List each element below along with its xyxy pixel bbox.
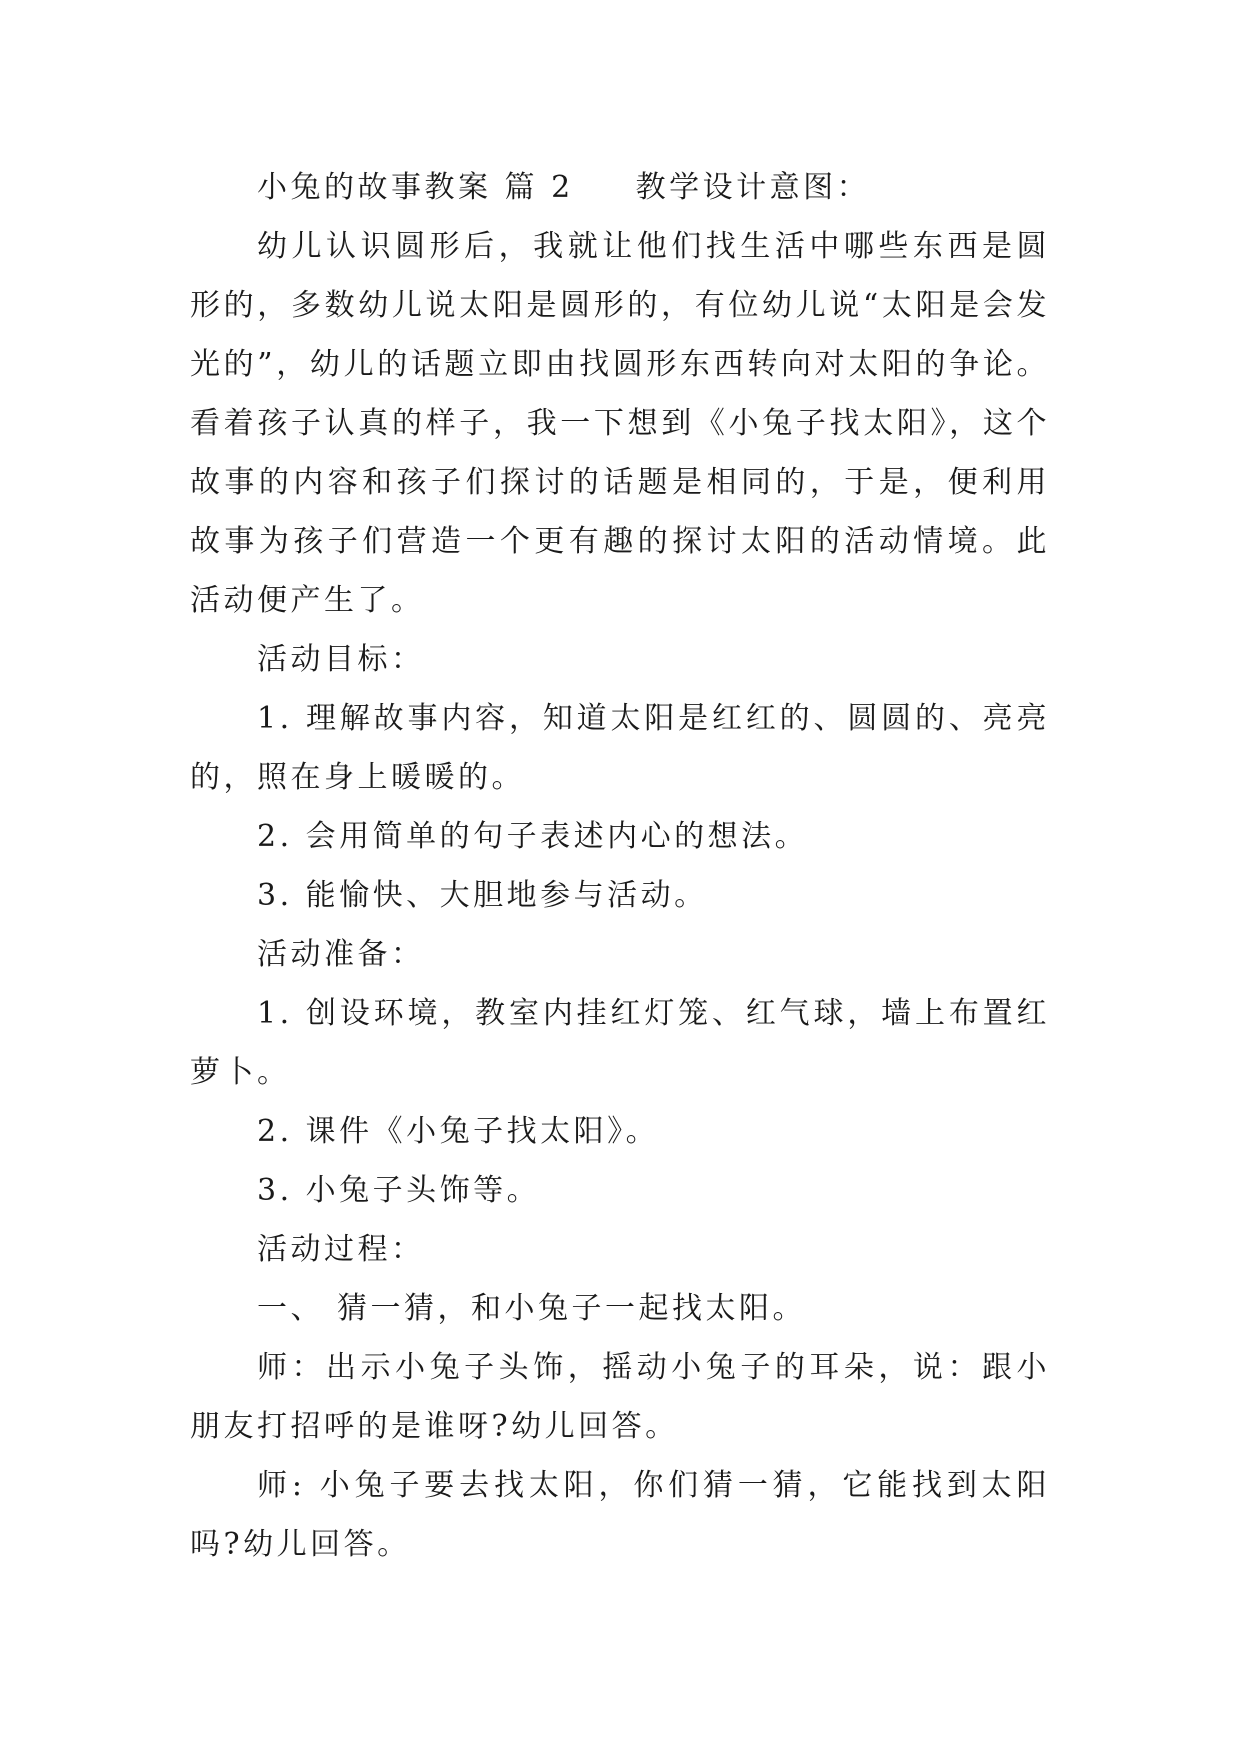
document-body <box>190 158 1050 1574</box>
process-paragraph-2: 师: 小兔子要去找太阳，你们猜一猜，它能找到太阳吗?幼儿回答。 <box>190 1468 1050 1562</box>
process-step-1-heading: 一、 猜一猜，和小兔子一起找太阳。 <box>257 1291 807 1326</box>
goal-item-1: 1. 理解故事内容，知道太阳是红红的、圆圆的、亮亮的，照在身上暖暖的。 <box>190 701 1050 795</box>
section-heading-design-intent: 教学设计意图： <box>635 170 871 205</box>
preparation-item-1: 1. 创设环境，教室内挂红灯笼、红气球，墙上布置红萝卜。 <box>190 996 1050 1090</box>
lesson-title: 小兔的故事教案 篇 2 <box>257 170 574 205</box>
heading-activity-process: 活动过程： <box>257 1232 425 1267</box>
heading-activity-preparation: 活动准备： <box>257 937 425 972</box>
paragraph-design-intent: 幼儿认识圆形后，我就让他们找生活中哪些东西是圆形的，多数幼儿说太阳是圆形的，有位幼儿说“太阳是会发光的”，幼儿的话题立即由找圆形东西转向对太阳的争论。看着孩子认真的样子，我一下想到《小兔子找太阳》，这个故事的内容和孩子们探讨的话题是相同的，于是，便利用故事为孩子们营造一个更有趣的探讨太阳的活动情境。此活动便产生了。 <box>190 229 1050 618</box>
process-paragraph-1: 师：出示小兔子头饰，摇动小兔子的耳朵，说：跟小朋友打招呼的是谁呀?幼儿回答。 <box>190 1350 1050 1444</box>
goal-item-2: 2. 会用简单的句子表述内心的想法。 <box>257 819 809 854</box>
preparation-item-2: 2. 课件《小兔子找太阳》。 <box>257 1114 660 1149</box>
title-line <box>190 158 1050 217</box>
goal-item-3: 3. 能愉快、大胆地参与活动。 <box>257 878 708 913</box>
heading-activity-goals: 活动目标： <box>257 642 425 677</box>
preparation-item-3: 3. 小兔子头饰等。 <box>257 1173 541 1208</box>
